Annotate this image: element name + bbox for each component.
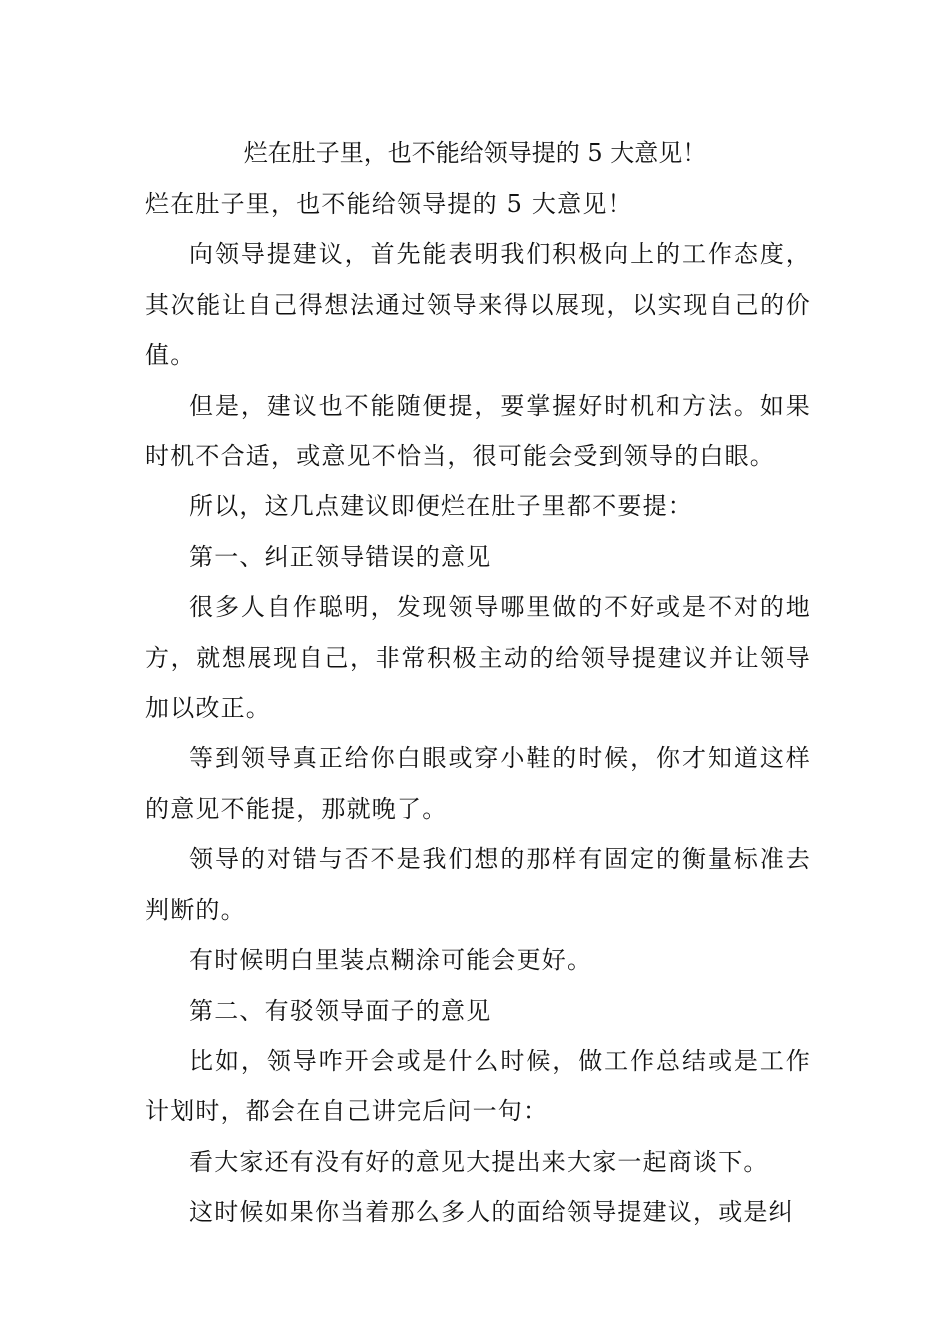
- paragraph: 比如，领导咋开会或是什么时候，做工作总结或是工作计划时，都会在自己讲完后问一句：: [145, 1046, 811, 1126]
- paragraph: 所以，这几点建议即便烂在肚子里都不要提：: [189, 492, 693, 521]
- document-title: 烂在肚子里，也不能给领导提的 5 大意见！: [243, 139, 707, 167]
- paragraph: 领导的对错与否不是我们想的那样有固定的衡量标准去判断的。: [145, 845, 811, 924]
- paragraph: 有时候明白里装点糊涂可能会更好。: [189, 946, 593, 975]
- paragraph: 第二、有驳领导面子的意见: [189, 996, 492, 1025]
- paragraph: 等到领导真正给你白眼或穿小鞋的时候，你才知道这样的意见不能提，那就晚了。: [145, 744, 811, 823]
- document-body: [145, 179, 811, 1238]
- paragraph: 看大家还有没有好的意见大提出来大家一起商谈下。: [189, 1147, 769, 1176]
- document-subtitle: 烂在肚子里，也不能给领导提的 5 大意见！: [145, 190, 633, 218]
- paragraph: 很多人自作聪明，发现领导哪里做的不好或是不对的地方，就想展现自己，非常积极主动的给领导提建议并让领导加以改正。: [145, 593, 811, 723]
- paragraph: 向领导提建议，首先能表明我们积极向上的工作态度，其次能让自己得想法通过领导来得以展现，以实现自己的价值。: [145, 240, 811, 370]
- paragraph: 这时候如果你当着那么多人的面给领导提建议，或是纠: [189, 1198, 794, 1227]
- paragraph: 第一、纠正领导错误的意见: [189, 542, 492, 571]
- paragraph: 但是，建议也不能随便提，要掌握好时机和方法。如果时机不合适，或意见不恰当，很可能会受到领导的白眼。: [145, 391, 811, 471]
